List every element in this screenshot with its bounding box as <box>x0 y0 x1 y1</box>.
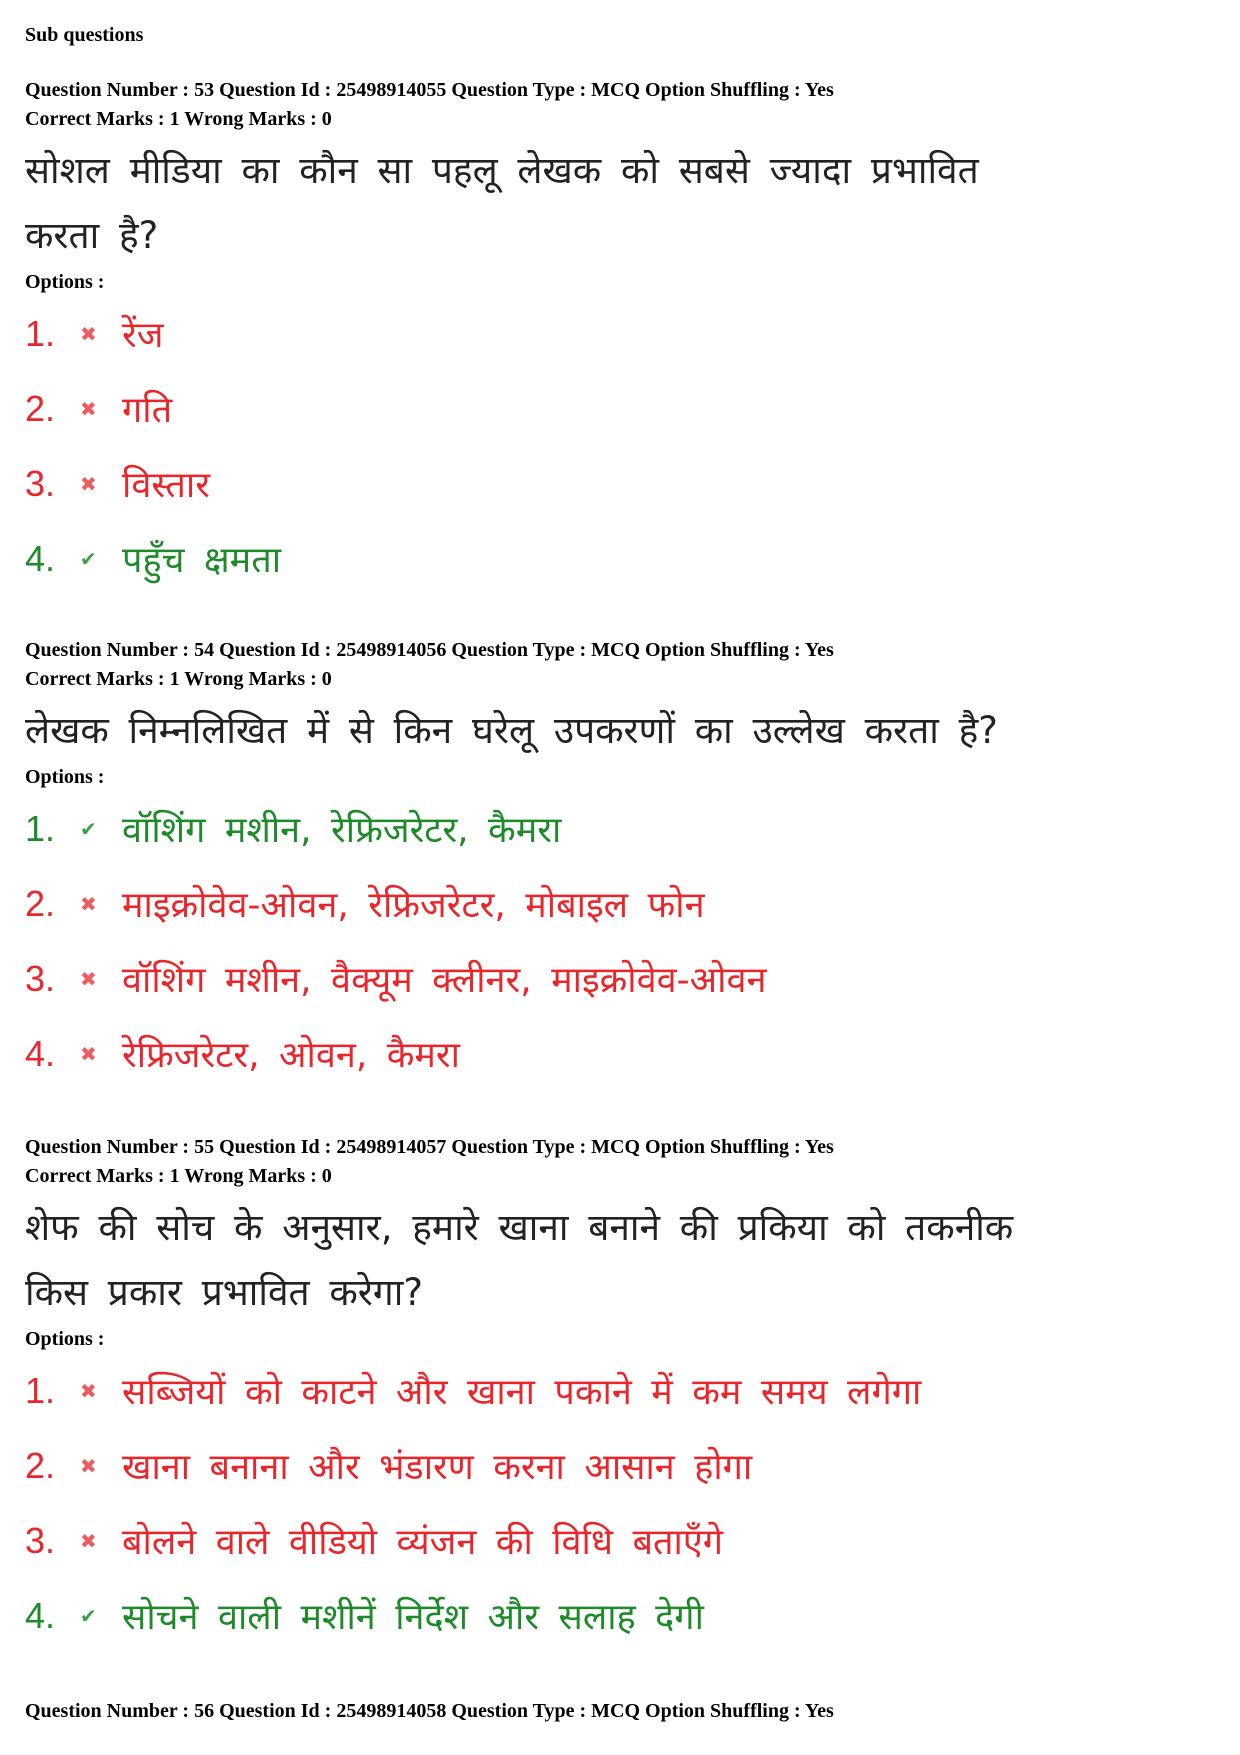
option-number: 3. <box>25 957 56 999</box>
question-meta: Question Number : 56 Question Id : 25498914058 Question Type : MCQ Option Shuffling : Yes <box>25 1700 834 1722</box>
option-number: 3. <box>25 1519 56 1561</box>
option-text: वॉशिंग मशीन, वैक्यूम क्लीनर, माइक्रोवेव-ओवन <box>122 960 767 1001</box>
option-text: सोचने वाली मशीनें निर्देश और सलाह देगी <box>122 1597 704 1638</box>
option-3 <box>25 446 1215 521</box>
cross-icon: ✖ <box>80 966 97 991</box>
sub-questions-heading: Sub questions <box>25 24 144 46</box>
cross-icon: ✖ <box>80 1378 97 1403</box>
options-label: Options : <box>25 271 105 293</box>
option-text: सब्जियों को काटने और खाना पकाने में कम समय लगेगा <box>122 1372 922 1413</box>
option-text: रेंज <box>122 315 164 356</box>
option-number: 3. <box>25 462 56 504</box>
question-56 <box>25 1697 1215 1726</box>
question-meta: Question Number : 54 Question Id : 25498914056 Question Type : MCQ Option Shuffling : Yes <box>25 639 834 661</box>
cross-icon: ✖ <box>80 1528 97 1553</box>
option-3 <box>25 1503 1215 1578</box>
option-2 <box>25 866 1215 941</box>
question-text: शेफ की सोच के अनुसार, हमारे खाना बनाने की प्रकिया को तकनीक किस प्रकार प्रभावित करेगा? <box>25 1206 1014 1314</box>
check-icon: ✔ <box>80 546 97 571</box>
option-1 <box>25 296 1215 371</box>
option-4 <box>25 1578 1215 1653</box>
option-4 <box>25 1016 1215 1091</box>
option-text: खाना बनाना और भंडारण करना आसान होगा <box>122 1447 753 1488</box>
option-text: माइक्रोवेव-ओवन, रेफ्रिजरेटर, मोबाइल फोन <box>122 885 705 926</box>
question-text: सोशल मीडिया का कौन सा पहलू लेखक को सबसे ज्यादा प्रभावित करता है? <box>25 149 979 257</box>
cross-icon: ✖ <box>80 1453 97 1478</box>
option-text: पहुँच क्षमता <box>122 540 282 581</box>
question-marks: Correct Marks : 1 Wrong Marks : 0 <box>25 1165 332 1187</box>
question-meta: Question Number : 53 Question Id : 25498914055 Question Type : MCQ Option Shuffling : Yes <box>25 79 834 101</box>
question-meta: Question Number : 55 Question Id : 25498914057 Question Type : MCQ Option Shuffling : Yes <box>25 1136 834 1158</box>
option-text: विस्तार <box>122 465 210 506</box>
option-1 <box>25 791 1215 866</box>
option-4 <box>25 521 1215 596</box>
question-53 <box>25 76 1215 596</box>
cross-icon: ✖ <box>80 321 97 346</box>
option-2 <box>25 1428 1215 1503</box>
option-number: 1. <box>25 1369 56 1411</box>
check-icon: ✔ <box>80 816 97 841</box>
option-text: बोलने वाले वीडियो व्यंजन की विधि बताएँगे <box>122 1522 724 1563</box>
option-1 <box>25 1353 1215 1428</box>
option-text: रेफ्रिजरेटर, ओवन, कैमरा <box>122 1035 460 1076</box>
question-text: लेखक निम्नलिखित में से किन घरेलू उपकरणों का उल्लेख करता है? <box>25 709 998 752</box>
option-text: वॉशिंग मशीन, रेफ्रिजरेटर, कैमरा <box>122 810 562 851</box>
options-label: Options : <box>25 1328 105 1350</box>
option-number: 4. <box>25 1032 56 1074</box>
cross-icon: ✖ <box>80 396 97 421</box>
option-2 <box>25 371 1215 446</box>
cross-icon: ✖ <box>80 471 97 496</box>
option-number: 2. <box>25 1444 56 1486</box>
question-marks: Correct Marks : 1 Wrong Marks : 0 <box>25 668 332 690</box>
option-number: 4. <box>25 537 56 579</box>
question-54 <box>25 636 1215 1091</box>
question-55 <box>25 1133 1215 1653</box>
option-text: गति <box>122 390 173 431</box>
question-marks: Correct Marks : 1 Wrong Marks : 0 <box>25 108 332 130</box>
option-number: 1. <box>25 312 56 354</box>
cross-icon: ✖ <box>80 1041 97 1066</box>
option-number: 2. <box>25 387 56 429</box>
option-number: 4. <box>25 1594 56 1636</box>
option-3 <box>25 941 1215 1016</box>
option-number: 1. <box>25 807 56 849</box>
check-icon: ✔ <box>80 1603 97 1628</box>
cross-icon: ✖ <box>80 891 97 916</box>
option-number: 2. <box>25 882 56 924</box>
options-label: Options : <box>25 766 105 788</box>
